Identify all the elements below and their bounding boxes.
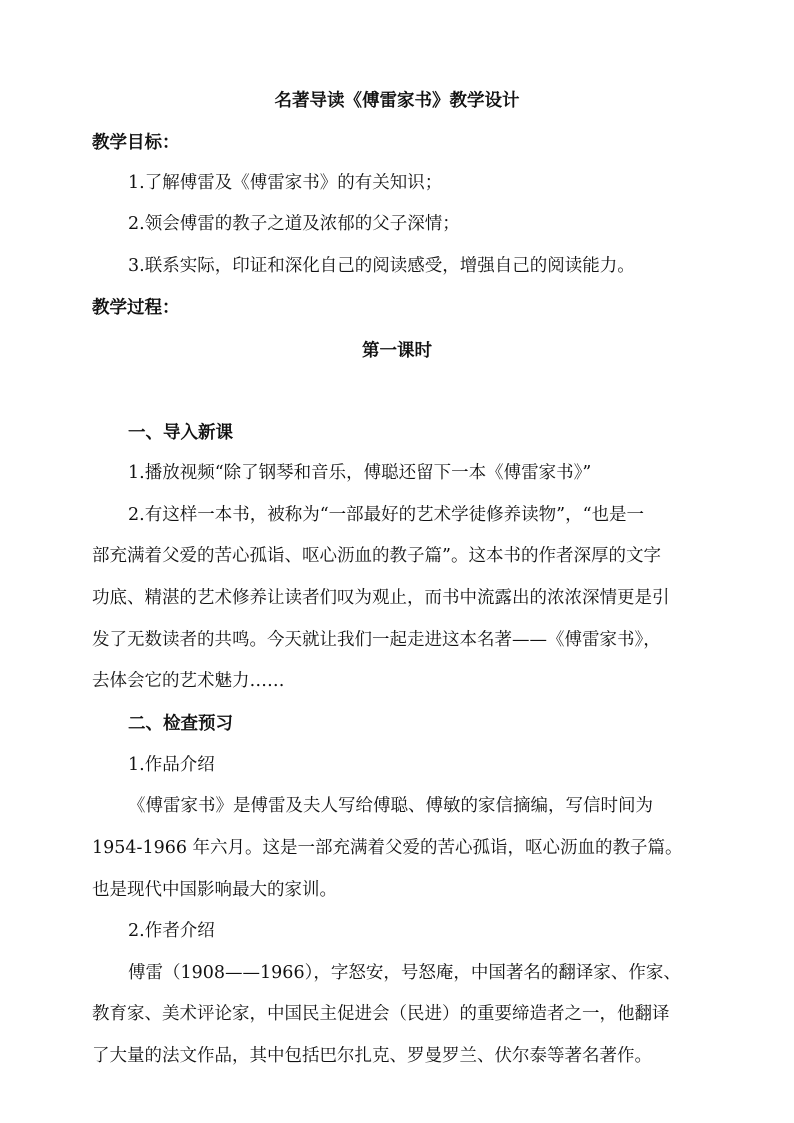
paragraph-line: 去体会它的艺术魅力…… (92, 671, 285, 691)
paragraph-line: 发了无数读者的共鸣。今天就让我们一起走进这本名著——《傅雷家书》， (92, 630, 661, 650)
paragraph-line: 教育家、美术评论家，中国民主促进会（民进）的重要缔造者之一，他翻译 (92, 1004, 670, 1024)
subsection-heading: 1.作品介绍 (128, 755, 215, 775)
objective-item: 2.领会傅雷的教子之道及浓郁的父子深情； (128, 214, 460, 234)
process-heading: 教学过程： (92, 298, 180, 318)
paragraph-line: 功底、精湛的艺术修养让读者们叹为观止，而书中流露出的浓浓深情更是引 (92, 588, 670, 608)
section-heading-intro: 一、导入新课 (128, 423, 233, 443)
paragraph-line: 也是现代中国影响最大的家训。 (92, 880, 337, 900)
paragraph-line: 了大量的法文作品，其中包括巴尔扎克、罗曼罗兰、伏尔泰等著名著作。 (92, 1046, 652, 1066)
paragraph-line: 2.有这样一本书，被称为“一部最好的艺术学徒修养读物”，“也是一 (128, 505, 645, 525)
objective-item: 1.了解傅雷及《傅雷家书》的有关知识； (128, 173, 443, 193)
lesson-title: 第一课时 (362, 341, 432, 361)
objectives-heading: 教学目标： (92, 133, 180, 153)
section-heading-preview: 二、检查预习 (128, 714, 233, 734)
subsection-heading: 2.作者介绍 (128, 921, 215, 941)
paragraph-line: 《傅雷家书》是傅雷及夫人写给傅聪、傅敏的家信摘编，写信时间为 (128, 796, 653, 816)
paragraph-line: 1954-1966 年六月。这是一部充满着父爱的苦心孤诣，呕心沥血的教子篇。 (92, 838, 683, 858)
paragraph-line: 1.播放视频“除了钢琴和音乐，傅聪还留下一本《傅雷家书》” (128, 463, 592, 483)
objective-item: 3.联系实际，印证和深化自己的阅读感受，增强自己的阅读能力。 (128, 256, 635, 276)
paragraph-line: 傅雷（1908——1966），字怒安，号怒庵，中国著名的翻译家、作家、 (128, 963, 681, 983)
paragraph-line: 部充满着父爱的苦心孤诣、呕心沥血的教子篇”。这本书的作者深厚的文字 (92, 546, 661, 566)
document-title: 名著导读《傅雷家书》教学设计 (274, 91, 520, 111)
